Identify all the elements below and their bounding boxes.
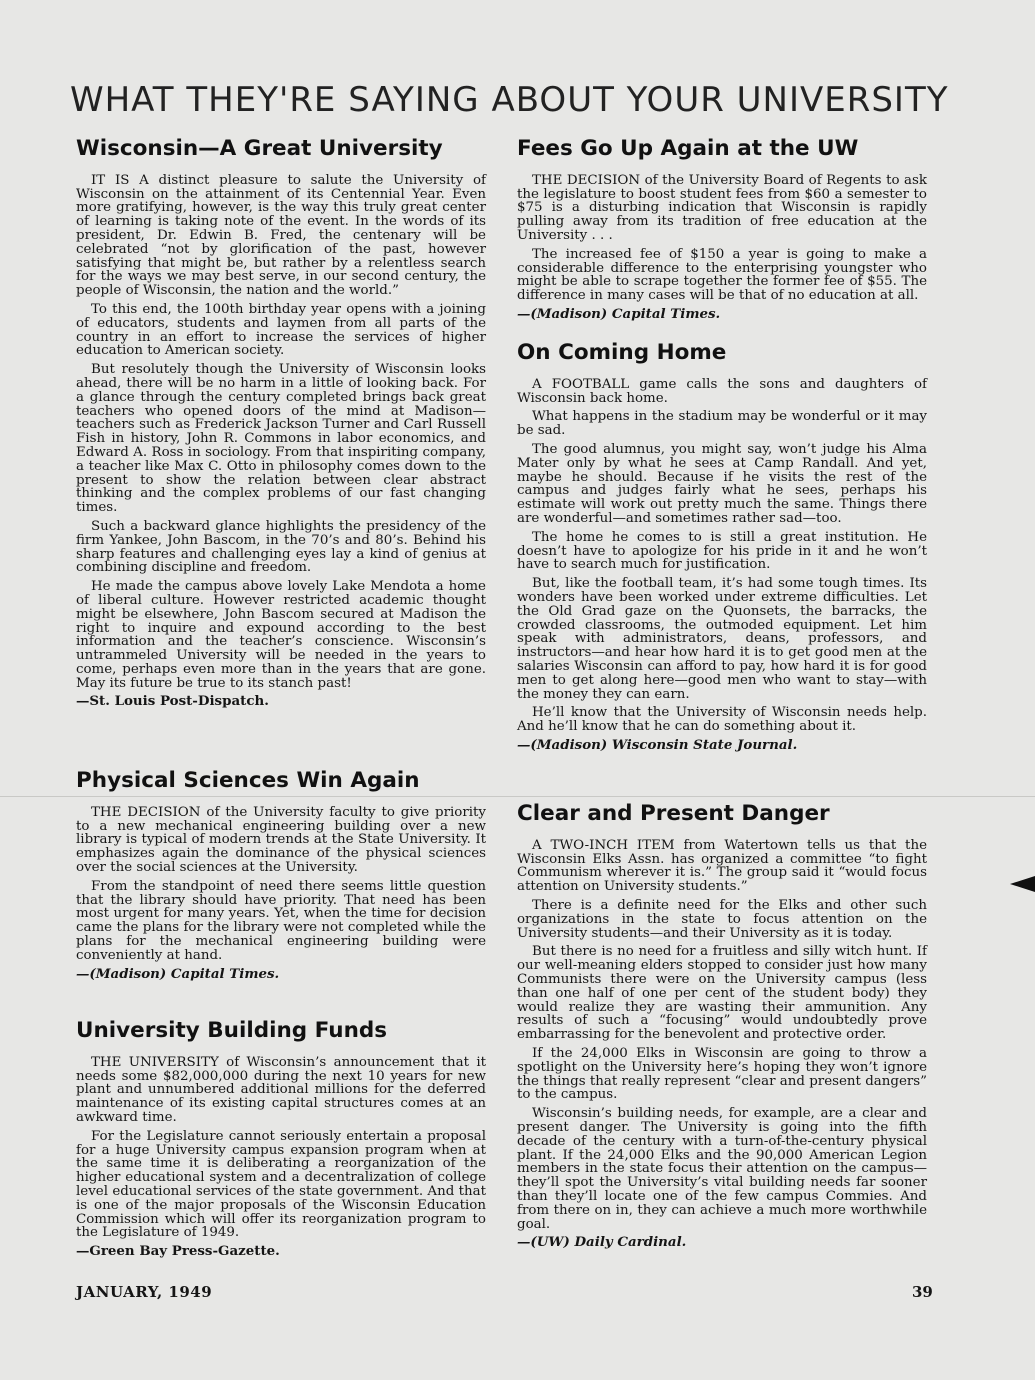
article-coming-home xyxy=(517,340,927,801)
paragraph: From the standpoint of need there seems little question that the library should have priority. That need has been most urgent for many years. Yet, when the time for decision came the plans for the library were not completed while the plans for the mechanical engineering building were conveniently at hand. xyxy=(76,878,486,963)
headline: Physical Sciences Win Again xyxy=(76,768,420,793)
scan-edge-mark xyxy=(1010,876,1035,892)
article-fees xyxy=(517,136,927,340)
paragraph: Such a backward glance highlights the presidency of the firm Yankee, John Bascom, in the 70’s and 80’s. Behind his sharp features and challenging eyes lay a kind of genius at combining discipline and freedom. xyxy=(76,518,486,576)
paragraph: A FOOTBALL game calls the sons and daughters of Wisconsin back home. xyxy=(517,376,927,406)
source-credit: —(Madison) Capital Times. xyxy=(76,965,280,982)
paragraph: THE UNIVERSITY of Wisconsin’s announcement that it needs some $82,000,000 during the next 10 years for new plant and unnumbered additional millions for the deferred maintenance of its existing capital structures comes at an awkward time. xyxy=(76,1054,486,1125)
headline: University Building Funds xyxy=(76,1018,388,1043)
paragraph: The home he comes to is still a great institution. He doesn’t have to apologize for his pride in it and he won’t have to search much for justification. xyxy=(517,529,927,573)
left-column xyxy=(76,136,486,1264)
headline: On Coming Home xyxy=(517,340,727,365)
paragraph: But, like the football team, it’s had some tough times. Its wonders have been worked under extreme difficulties. Let the Old Grad gaze on the Quonsets, the barracks, the crowded classrooms, the outmoded equipment. Let him speak with administrators, deans, professors, and instructors—and hear how hard it is to get good men at the salaries Wisconsin can afford to pay, how hard it is for good men to get along here—good men who want to stay—with the money they can earn. xyxy=(517,576,927,702)
paragraph: IT IS A distinct pleasure to salute the University of Wisconsin on the attainment of its Centennial Year. Even more gratifying, however, is the way this truly great center of learning is taking note of the event. In the words of its president, Dr. Edwin B. Fred, the centenary will be celebrated “not by glorification of the past, however satisfying that might be, but rather by a relentless search for the ways we may best serve, in our second century, the people of Wisconsin, the nation and the world.” xyxy=(76,172,486,299)
source-credit: —St. Louis Post-Dispatch. xyxy=(76,693,269,710)
paragraph: For the Legislature cannot seriously entertain a proposal for a huge University campus expansion program when at the same time it is deliberating a reorganization of the higher educational system and a decentralization of college level educational services of the state government. And that is one of the major proposals of the Wisconsin Education Commission which will offer its reorganization program to the Legislature of 1949. xyxy=(76,1128,486,1241)
paragraph: He’ll know that the University of Wisconsin needs help. And he’ll know that he can do something about it. xyxy=(517,705,927,735)
article-great-university xyxy=(76,136,486,768)
paragraph: To this end, the 100th birthday year opens with a joining of educators, students and laymen from all parts of the country in an effort to increase the services of higher education to American society. xyxy=(76,301,486,359)
page-number: 39 xyxy=(912,1283,933,1301)
paragraph: THE DECISION of the University Board of Regents to ask the legislature to boost student fees from $60 a semester to $75 is a disturbing indication that Wisconsin is rapidly pulling away from its tradition of free education at the University . . . xyxy=(517,172,927,243)
article-clear-danger xyxy=(517,801,927,1250)
source-credit: —(Madison) Capital Times. xyxy=(517,305,721,322)
article-building-funds xyxy=(76,1018,486,1259)
paragraph: If the 24,000 Elks in Wisconsin are going to throw a spotlight on the University here’s hoping they won’t ignore the things that really represent “clear and present dangers” to the campus. xyxy=(517,1045,927,1103)
source-credit: —(UW) Daily Cardinal. xyxy=(517,1234,687,1251)
headline: Fees Go Up Again at the UW xyxy=(517,136,859,161)
headline: Clear and Present Danger xyxy=(517,801,830,826)
paragraph: The good alumnus, you might say, won’t judge his Alma Mater only by what he sees at Camp Randall. And yet, maybe he should. Because if he visits the rest of the campus and judges fairly what he sees, perhaps his estimate will work out pretty much the same. Things there are wonderful—and sometimes rather sad—too. xyxy=(517,441,927,526)
paragraph: But resolutely though the University of Wisconsin looks ahead, there will be no harm in a little of looking back. For a glance through the century completed brings back great teachers who opened doors of the mind at Madison—teachers such as Frederick Jackson Turner and Carl Russell Fish in history, John R. Commons in labor economics, and Edward A. Ross in sociology. From that inspiriting company, a teacher like Max C. Otto in philosophy comes down to the present to show the relation between clear abstract thinking and the complex problems of our fast changing times. xyxy=(76,362,486,516)
paragraph: There is a definite need for the Elks and other such organizations in the state to focus attention on the University students—and their University as it is today. xyxy=(517,897,927,941)
paragraph: What happens in the stadium may be wonderful or it may be sad. xyxy=(517,409,927,439)
paragraph: The increased fee of $150 a year is going to make a considerable difference to the enterprising youngster who might be able to scrape together the former fee of $55. The difference in many cases will be that of no education at all. xyxy=(517,246,927,304)
article-physical-sciences xyxy=(76,768,486,1018)
headline: Wisconsin—A Great University xyxy=(76,136,443,161)
paragraph: THE DECISION of the University faculty to give priority to a new mechanical engineering building over a new library is typical of modern trends at the State University. It emphasizes again the dominance of the physical sciences over the social sciences at the University. xyxy=(76,804,486,875)
paragraph: A TWO-INCH ITEM from Watertown tells us that the Wisconsin Elks Assn. has organized a committee “to fight Communism wherever it is.” The group said it “would focus attention on University students.” xyxy=(517,837,927,895)
paragraph: He made the campus above lovely Lake Mendota a home of liberal culture. However restricted academic thought might be elsewhere, John Bascom secured at Madison the right to inquire and expound according to the best information and the teacher’s conscience. Wisconsin’s untrammeled University will be needed in the years to come, perhaps even more than in the years that are gone. May its future be true to its stanch past! xyxy=(76,579,486,691)
paragraph: Wisconsin’s building needs, for example, are a clear and present danger. The University is going into the fifth decade of the century with a turn-of-the-century physical plant. If the 24,000 Elks and the 90,000 American Legion members in the state focus their attention on the campus—they’ll spot the University’s vital building needs far sooner than they’ll locate one of the few campus Commies. And from there on in, they can achieve a much more worthwhile goal. xyxy=(517,1106,927,1232)
source-credit: —Green Bay Press-Gazette. xyxy=(76,1243,280,1260)
paragraph: But there is no need for a fruitless and silly witch hunt. If our well-meaning elders stopped to consider just how many Communists there were on the University campus (less than one half of one per cent of the student body) they would realize they are wasting their ammunition. Any results of such a “focusing” would undoubtedly prove embarrassing for the benevolent and protective order. xyxy=(517,944,927,1043)
page-masthead: WHAT THEY'RE SAYING ABOUT YOUR UNIVERSITY xyxy=(70,80,949,120)
source-credit: —(Madison) Wisconsin State Journal. xyxy=(517,736,798,753)
issue-date: JANUARY, 1949 xyxy=(76,1283,213,1301)
right-column xyxy=(517,136,927,1255)
